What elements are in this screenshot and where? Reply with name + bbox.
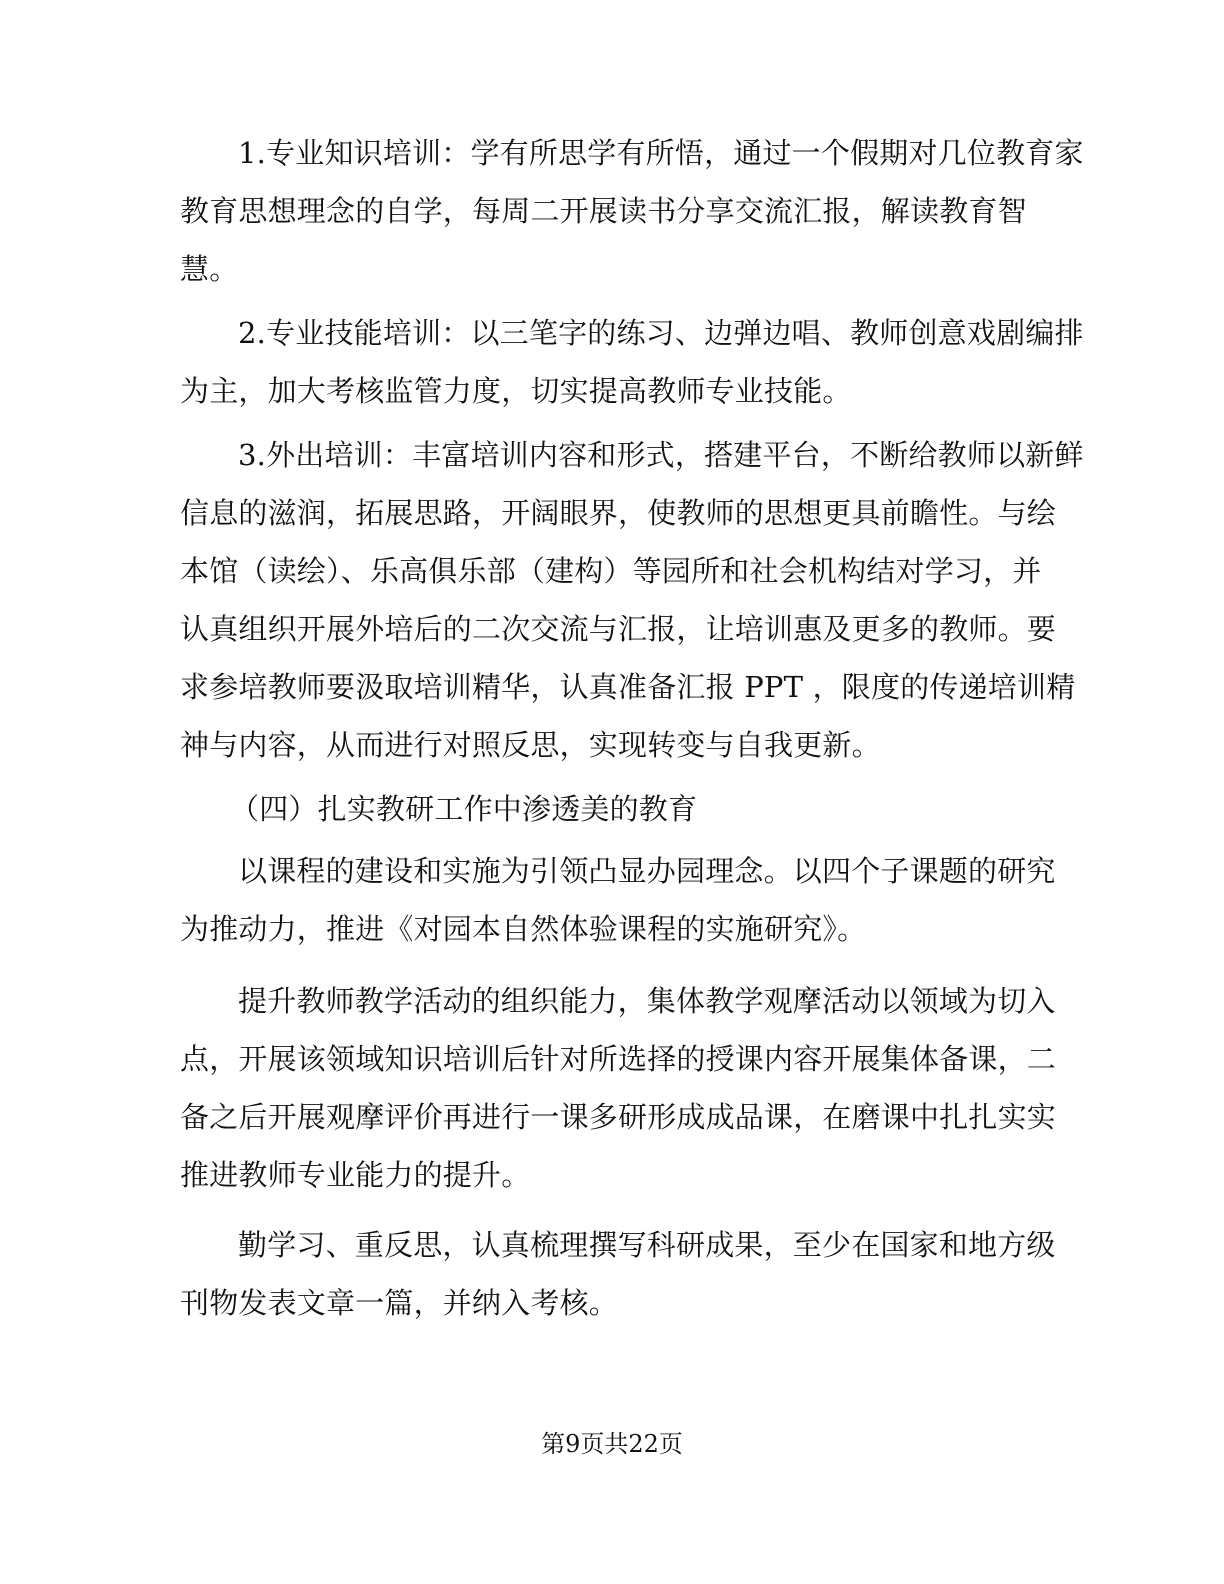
paragraph-line: 3.外出培训：丰富培训内容和形式，搭建平台，不断给教师以新鲜 xyxy=(238,438,1084,472)
paragraph-line: 教育思想理念的自学，每周二开展读书分享交流汇报，解读教育智 xyxy=(180,194,1027,228)
paragraph-line: 1.专业知识培训：学有所思学有所悟，通过一个假期对几位教育家 xyxy=(238,136,1084,170)
paragraph-line: 神与内容，从而进行对照反思，实现转变与自我更新。 xyxy=(180,728,881,762)
paragraph-line: 认真组织开展外培后的二次交流与汇报，让培训惠及更多的教师。要 xyxy=(180,612,1057,646)
paragraph-line: 提升教师教学活动的组织能力，集体教学观摩活动以领域为切入 xyxy=(238,984,1056,1018)
page-number-footer: 第9页共22页 xyxy=(541,1430,683,1458)
paragraph-line: 刊物发表文章一篇，并纳入考核。 xyxy=(180,1286,619,1320)
paragraph-line: 信息的滋润，拓展思路，开阔眼界，使教师的思想更具前瞻性。与绘 xyxy=(180,496,1057,530)
paragraph-line: 以课程的建设和实施为引领凸显办园理念。以四个子课题的研究 xyxy=(238,854,1056,888)
paragraph-line: 本馆（读绘）、乐高俱乐部（建构）等园所和社会机构结对学习，并 xyxy=(180,554,1042,588)
paragraph-line: 备之后开展观摩评价再进行一课多研形成成品课，在磨课中扎扎实实 xyxy=(180,1100,1057,1134)
paragraph-line: 求参培教师要汲取培训精华，认真准备汇报 PPT ，限度的传递培训精 xyxy=(180,670,1076,704)
paragraph-line: 勤学习、重反思，认真梳理撰写科研成果，至少在国家和地方级 xyxy=(238,1228,1056,1262)
paragraph-line: 点，开展该领域知识培训后针对所选择的授课内容开展集体备课，二 xyxy=(180,1042,1057,1076)
paragraph-line: 为推动力，推进《对园本自然体验课程的实施研究》。 xyxy=(180,912,867,946)
paragraph-line: 2.专业技能培训：以三笔字的练习、边弹边唱、教师创意戏剧编排 xyxy=(238,316,1084,350)
paragraph-line: 慧。 xyxy=(180,252,239,286)
section-heading: （四）扎实教研工作中渗透美的教育 xyxy=(230,792,698,826)
paragraph-line: 为主，加大考核监管力度，切实提高教师专业技能。 xyxy=(180,374,852,408)
paragraph-line: 推进教师专业能力的提升。 xyxy=(180,1158,531,1192)
